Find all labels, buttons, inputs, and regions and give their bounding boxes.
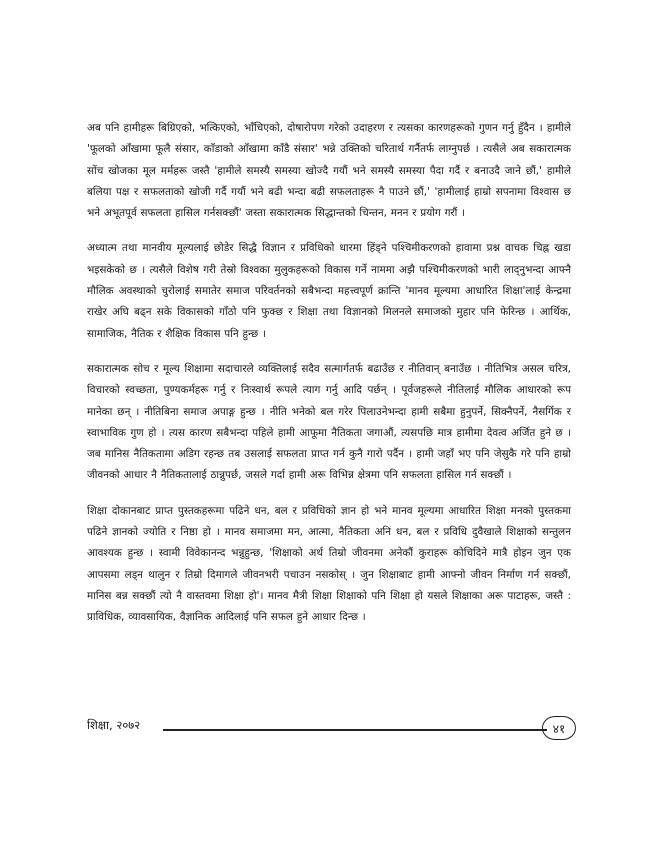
page-footer xyxy=(87,714,577,744)
footer-publication-label: शिक्षा, २०७२ xyxy=(87,718,141,732)
paragraph-2: अध्यात्म तथा मानवीय मूल्यलाई छोडेर सिद्धै विज्ञान र प्रविधिको धारमा हिंड्ने पश्चिमीकरणको हावामा प्रश्न वाचक चिह्न खडा भइसकेको छ । त्यसैले विशेष गरी तेस्रो विश्वका मुलुकहरूको विकास गर्ने नाममा अझै पश्चिमीकरणको भारी लाद्नुभन्दा आफ्नै मौलिक अवस्थाको चुरोलाई समातेर समाज परिवर्तनको सबैभन्दा महत्त्वपूर्ण क्रान्ति 'मानव मूल्यमा आधारित शिक्षा'लाई केन्द्रमा राखेर अघि बढ्न सके विकासको गाँठो पनि फुक्छ र शिक्षा तथा विज्ञानको मिलनले समाजको मुहार पनि फेरिन्छ । आर्थिक, सामाजिक, नैतिक र शैक्षिक विकास पनि हुन्छ । xyxy=(87,242,571,340)
paragraph-3: सकारात्मक सोच र मूल्य शिक्षामा सदाचारले व्यक्तिलाई सदैव सत्मार्गतर्फ बढाउँछ र नीतिवान् बनाउँछ । नीतिभित्र असल चरित्र, विचारको स्वच्छता, पुण्यकर्महरू गर्नु र निःस्वार्थ रूपले त्याग गर्नु आदि पर्छन् । पूर्वजहरूले नीतिलाई मौलिक आधारको रूप मानेका छन् । नीतिबिना समाज अपाङ्ग हुन्छ । नीति भनेको बल गरेर पिलाउनेभन्दा हामी सबैमा हुनुपर्ने, सिक्नैपर्ने, नैसर्गिक र स्वाभाविक गुण हो । त्यस कारण सबैभन्दा पहिले हामी आफूमा नैतिकता जगाऔं, त्यसपछि मात्र हामीमा देवत्व अर्जित हुने छ । जब मानिस नैतिकतामा अडिग रहन्छ तब उसलाई सफलता प्राप्त गर्न कुनै गारो पर्दैन । हामी जहाँ भए पनि जेसुकै गरे पनि हाम्रो जीवनको आधार नै नैतिकतालाई ठान्नुपर्छ, जसले गर्दा हामी अरू विभिन्न क्षेत्रमा पनि सफलता हासिल गर्न सक्छौं । xyxy=(87,362,571,482)
page-body xyxy=(87,118,571,643)
page-number: ४१ xyxy=(552,721,566,736)
footer-rule xyxy=(163,729,547,731)
paragraph-1: अब पनि हामीहरू बिग्रिएको, भत्किएको, भाँचिएको, दोषारोपण गरेको उदाहरण र त्यसका कारणहरूको गुणन गर्नु हुँदैन । हामीले 'फूलको आँखामा फूलै संसार, काँडाको आँखामा काँडै संसार' भन्ने उक्तिको चरितार्थ गर्नैतर्फ लाग्नुपर्छ । त्यसैले अब सकारात्मक सोंच खोजका मूल मर्महरू जस्तै 'हामीले समस्यै समस्या खोज्दै गयौं भने समस्यै समस्या पैदा गर्दै र बनाउदै जाने छौं,' हामीले बलिया पक्ष र सफलताको खोजी गर्दै गयौं भने बढी भन्दा बढी सफलताहरू नै पाउने छौं,' 'हामीलाई हाम्रो सपनामा विश्वास छ भने अभूतपूर्व सफलता हासिल गर्नसक्छौं' जस्ता सकारात्मक सिद्धान्तको चिन्तन, मनन र प्रयोग गरौं । xyxy=(87,122,571,220)
page-number-badge xyxy=(542,716,576,740)
paragraph-4: शिक्षा दोकानबाट प्राप्त पुस्तकहरूमा पढिने धन, बल र प्रविधिको ज्ञान हो भने मानव मूल्यमा आधारित शिक्षा मनको पुस्तकमा पढिने ज्ञानको ज्योति र निष्ठा हो । मानव समाजमा मन, आत्मा, नैतिकता अनि धन, बल र प्रविधि दुवैखाले शिक्षाको सन्तुलन आवश्यक हुन्छ । स्वामी विवेकानन्द भन्नुहुन्छ, 'शिक्षाको अर्थ तिम्रो जीवनमा अनेकौं कुराहरू कोचिदिने मात्रै होइन जुन एक आपसमा लड्न थालुन र तिम्रो दिमागले जीवनभरी पचाउन नसकोस् । जुन शिक्षाबाट हामी आफ्नो जीवन निर्माण गर्न सक्छौं, मानिस बन्न सक्छौं त्यो नै वास्तवमा शिक्षा हो'। मानव मैत्री शिक्षा शिक्षाको पनि शिक्षा हो यसले शिक्षाका अरू पाटाहरू, जस्तै : प्राविधिक, व्यावसायिक, वैज्ञानिक आदिलाई पनि सफल हुने आधार दिन्छ । xyxy=(87,504,571,624)
